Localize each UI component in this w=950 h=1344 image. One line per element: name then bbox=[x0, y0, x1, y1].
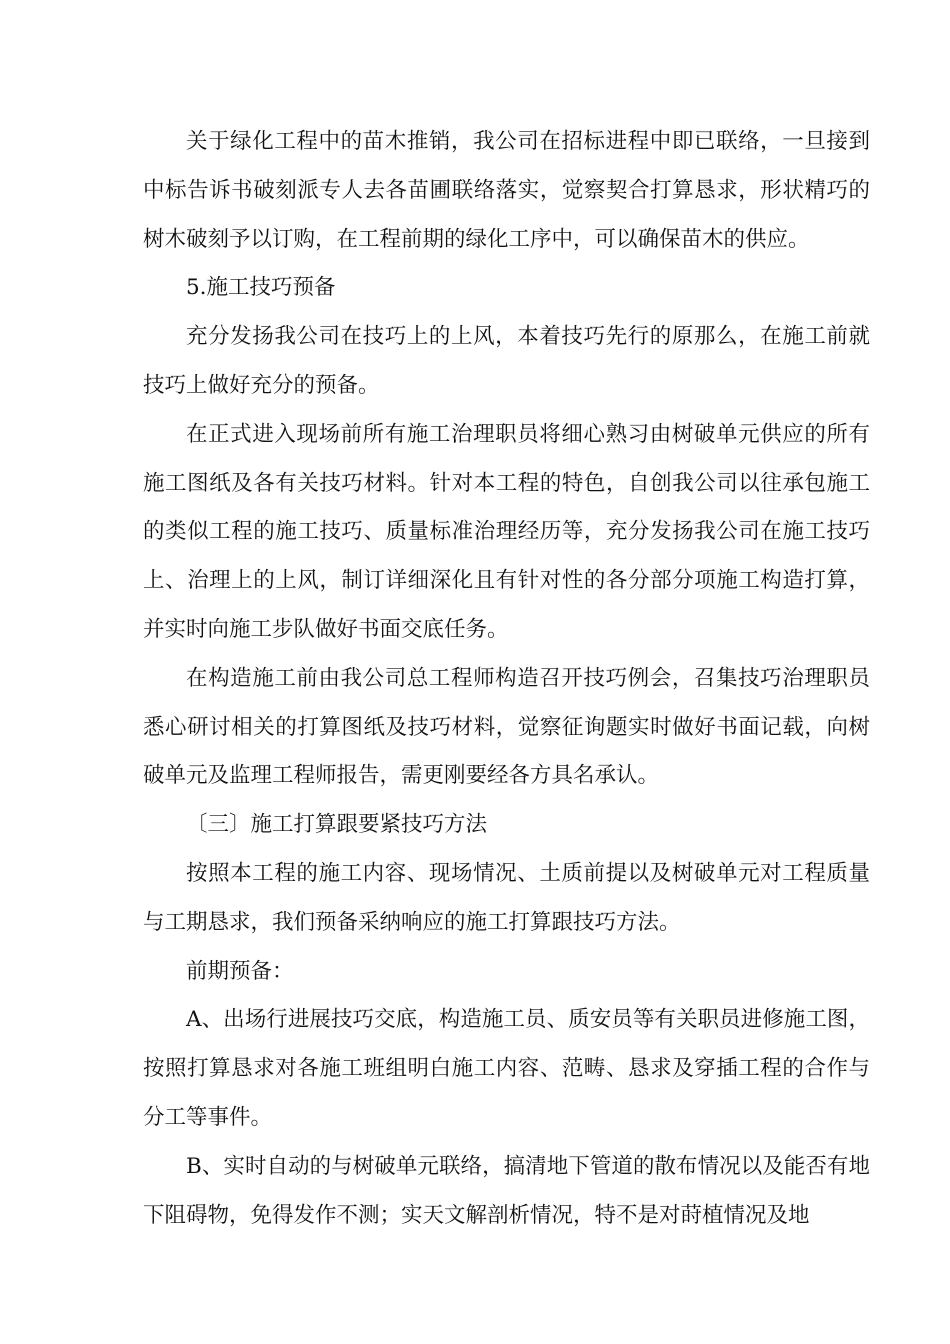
paragraph-construction-plan: 按照本工程的施工内容、现场情况、土质前提以及树破单元对工程质量与工期恳求，我们预备采纳响应的施工打算跟技巧方法。 bbox=[143, 860, 870, 935]
heading-construction-plan-methods: 〔三〕施工打算跟要紧技巧方法 bbox=[186, 812, 488, 838]
paragraph-item-b: B、实时自动的与树破单元联络，搞清地下管道的散布情况以及能否有地下阻碍物，免得发作不测；实天文解剖析情况，特不是对莳植情况及地 bbox=[143, 1153, 870, 1228]
paragraph-item-a: A、出场行进展技巧交底，构造施工员、质安员等有关职员进修施工图，按照打算恳求对各施工班组明白施工内容、范畴、恳求及穿插工程的合作与分工等事件。 bbox=[143, 1007, 870, 1130]
heading-preliminary-preparation: 前期预备： bbox=[186, 958, 294, 984]
paragraph-technical-advantage: 充分发扬我公司在技巧上的上风，本着技巧先行的原那么，在施工前就技巧上做好充分的预备。 bbox=[143, 324, 870, 398]
heading-construction-technique-preparation: 5.施工技巧预备 bbox=[186, 275, 336, 301]
paragraph-seedling-procurement: 关于绿化工程中的苗木推销，我公司在招标进程中即已联络，一旦接到中标告诉书破刻派专人去各苗圃联络落实，觉察契合打算恳求，形状精巧的树木破刻予以订购，在工程前期的绿化工序中，可以确保苗木的供应。 bbox=[143, 129, 870, 252]
document-body bbox=[143, 118, 870, 1240]
paragraph-drawing-review: 在正式进入现场前所有施工治理职员将细心熟习由树破单元供应的所有施工图纸及各有关技巧材料。针对本工程的特色，自创我公司以往承包施工的类似工程的施工技巧、质量标准治理经历等，充分发扬我公司在施工技巧上、治理上的上风，制订详细深化且有针对性的各分部分项施工构造打算，并实时向施工步队做好书面交底任务。 bbox=[143, 421, 870, 642]
paragraph-technical-meeting: 在构造施工前由我公司总工程师构造召开技巧例会，召集技巧治理职员悉心研讨相关的打算图纸及技巧材料，觉察征询题实时做好书面记载，向树破单元及监理工程师报告，需更刚要经各方具名承认。 bbox=[143, 665, 870, 789]
